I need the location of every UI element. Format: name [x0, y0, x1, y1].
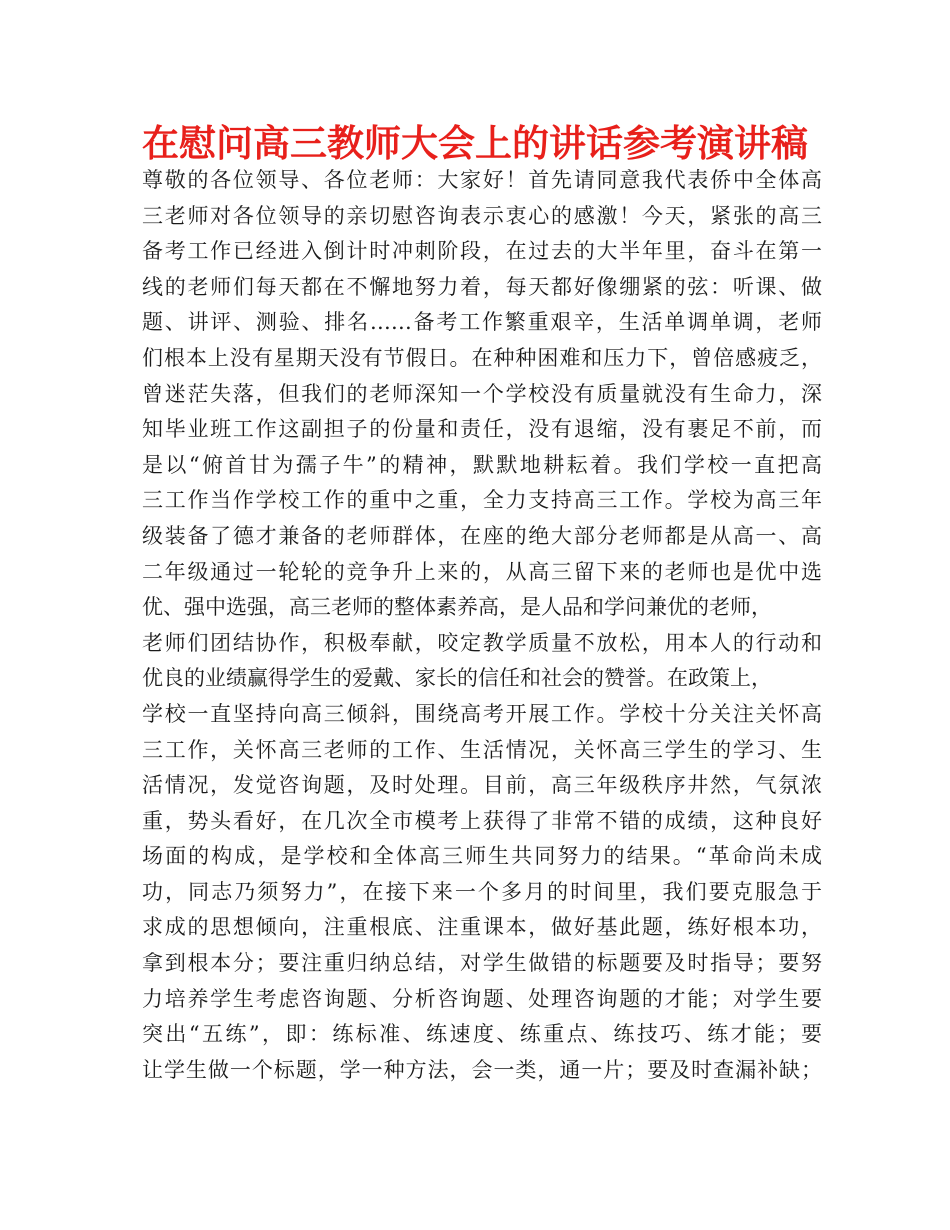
body-line: 活情况，发觉咨询题，及时处理。目前，高三年级秩序井然，气氛浓: [142, 773, 822, 798]
body-line: 题、讲评、测验、排名……备考工作繁重艰辛，生活单调单调，老师: [142, 310, 822, 335]
body-line: 曾迷茫失落，但我们的老师深知一个学校没有质量就没有生命力，深: [142, 381, 822, 406]
body-line: 知毕业班工作这副担子的份量和责任，没有退缩，没有裹足不前，而: [142, 417, 822, 442]
body-line: 三工作，关怀高三老师的工作、生活情况，关怀高三学生的学习、生: [142, 737, 822, 762]
body-line: 突出“五练”，即：练标准、练速度、练重点、练技巧、练才能；要: [142, 1022, 822, 1047]
body-line: 级装备了德才兼备的老师群体，在座的绝大部分老师都是从高一、高: [142, 523, 822, 548]
body-line: 功，同志乃须努力”，在接下来一个多月的时间里，我们要克服急于: [142, 879, 822, 904]
body-line: 们根本上没有星期天没有节假日。在种种困难和压力下，曾倍感疲乏，: [142, 345, 822, 370]
body-line: 备考工作已经进入倒计时冲刺阶段，在过去的大半年里，奋斗在第一: [142, 239, 822, 264]
body-line: 是以“俯首甘为孺子牛”的精神，默默地耕耘着。我们学校一直把高: [142, 452, 822, 477]
body-line: 让学生做一个标题，学一种方法，会一类，通一片；要及时查漏补缺；: [142, 1057, 822, 1082]
body-line: 线的老师们每天都在不懈地努力着，每天都好像绷紧的弦：听课、做: [142, 274, 822, 299]
body-line: 二年级通过一轮轮的竞争升上来的，从高三留下来的老师也是优中选: [142, 559, 822, 584]
body-line: 求成的思想倾向，注重根底、注重课本，做好基此题，练好根本功，: [142, 915, 822, 940]
body-line: 尊敬的各位领导、各位老师：大家好！首先请同意我代表侨中全体高: [142, 168, 822, 192]
body-line: 拿到根本分；要注重归纳总结，对学生做错的标题要及时指导；要努: [142, 951, 822, 976]
body-line: 三工作当作学校工作的重中之重，全力支持高三工作。学校为高三年: [142, 488, 822, 513]
body-line: 优良的业绩赢得学生的爱戴、家长的信任和社会的赞誉。在政策上，: [142, 666, 772, 691]
body-line: 场面的构成，是学校和全体高三师生共同努力的结果。“革命尚未成: [142, 844, 822, 869]
body-line: 学校一直坚持向高三倾斜，围绕高考开展工作。学校十分关注关怀高: [142, 701, 822, 726]
document-title: 在慰问高三教师大会上的讲话参考演讲稿: [142, 122, 808, 165]
body-line: 老师们团结协作，积极奉献，咬定教学质量不放松，用本人的行动和: [142, 630, 822, 655]
body-line: 优、强中选强，高三老师的整体素养高，是人品和学问兼优的老师，: [142, 595, 772, 620]
document-body: [142, 163, 822, 1088]
body-line: 力培养学生考虑咨询题、分析咨询题、处理咨询题的才能；对学生要: [142, 986, 822, 1011]
body-line: 重，势头看好，在几次全市模考上获得了非常不错的成绩，这种良好: [142, 808, 822, 833]
body-line: 三老师对各位领导的亲切慰咨询表示衷心的感激！今天，紧张的高三: [142, 203, 822, 228]
